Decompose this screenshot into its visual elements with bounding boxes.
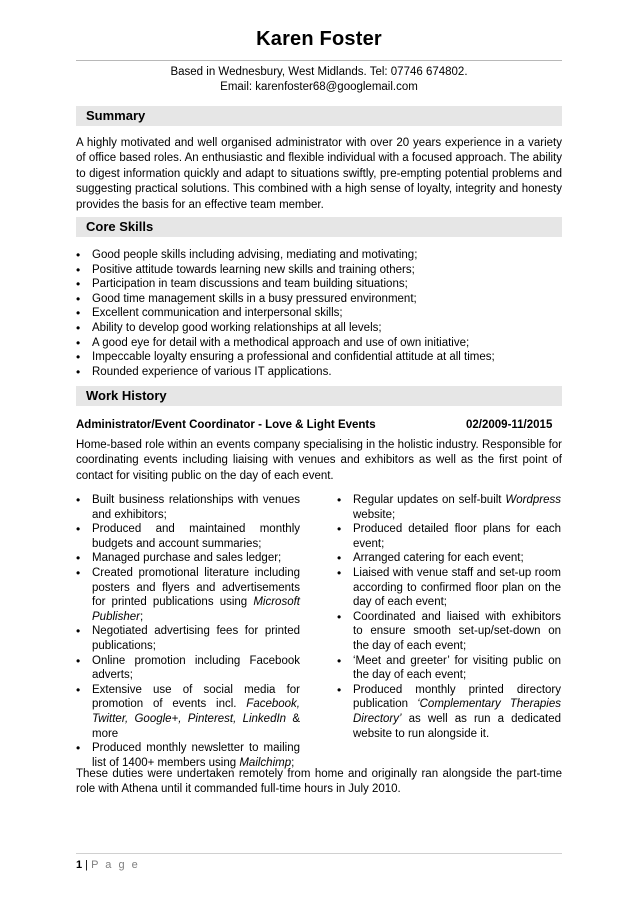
duty-text-tail: as well as run a dedicated website to run alongside it.	[353, 712, 561, 740]
job-closing-note: These duties were undertaken remotely from home and originally ran alongside the part-time role with Athena until it commanded full-time hours in July 2010.	[76, 768, 562, 796]
duty-item: • ‘Meet and greeter’ for visiting public on the day of each event;	[337, 654, 561, 683]
core-skills-heading-bar	[76, 217, 562, 237]
skill-item: • Ability to develop good working relationships at all levels;	[76, 321, 562, 336]
skill-item: • Excellent communication and interpersonal skills;	[76, 306, 562, 321]
job-description: Home-based role within an events company specialising in the holistic industry. Responsible for coordinating events including liaising with venues and exhibitors as well as the first point of contact for visiting public on the day of each event.	[76, 439, 562, 482]
core-skills-list	[76, 248, 562, 379]
page-footer	[76, 859, 140, 871]
duty-text: Created promotional literature including posters and flyers and advertisements for printed publications using	[92, 566, 300, 609]
duty-text: Regular updates on self-built	[353, 494, 506, 506]
page-label: P a g e	[91, 859, 140, 871]
duties-list-right	[337, 493, 561, 741]
candidate-name: Karen Foster	[256, 28, 382, 50]
work-history-heading-bar	[76, 386, 562, 406]
duty-item	[337, 493, 561, 522]
skill-item: • Participation in team discussions and team building situations;	[76, 277, 562, 292]
page-number: 1	[76, 859, 83, 871]
duty-italic-software: Wordpress	[505, 494, 561, 506]
duty-item: • Coordinated and liaised with exhibitors to ensure smooth set-up/set-down on the day of each event;	[337, 610, 561, 654]
duty-item: • Produced and maintained monthly budgets and account summaries;	[76, 522, 300, 551]
summary-heading: Summary	[86, 108, 146, 123]
skill-item: • Positive attitude towards learning new skills and training others;	[76, 263, 562, 278]
summary-text: A highly motivated and well organised administrator with over 20 years experience in a variety of office based roles. An enthusiastic and flexible individual with a focused approach. The ability to digest information quickly and adapt to situations swiftly, pre-empting potential problems and suggesting practical solutions. This combined with a high sense of loyalty, integrity and honesty provides the basis for an effective team member.	[76, 137, 562, 211]
skill-item: • Rounded experience of various IT applications.	[76, 365, 562, 380]
duty-text-tail: & more	[92, 712, 300, 740]
work-history-heading: Work History	[86, 388, 167, 403]
duty-item: • Produced monthly newsletter to mailing list of 1400+ members using Mailchimp;	[76, 741, 300, 770]
duty-item	[337, 683, 561, 741]
duties-list-left	[76, 493, 300, 770]
skill-item: • Impeccable loyalty ensuring a professional and confidential attitude at all times;	[76, 350, 562, 365]
contact-email: Email: karenfoster68@googlemail.com	[220, 81, 418, 93]
footer-separator: |	[82, 859, 92, 871]
duty-text: Produced monthly printed directory publication	[353, 683, 561, 711]
skill-item: • A good eye for detail with a methodical approach and use of own initiative;	[76, 336, 562, 351]
duty-italic-software: Mailchimp	[239, 756, 292, 769]
duty-item: • Managed purchase and sales ledger;	[76, 551, 300, 566]
job-title: Administrator/Event Coordinator - Love & Light Events	[76, 419, 376, 431]
duty-item: • Built business relationships with venues and exhibitors;	[76, 493, 300, 522]
name-divider	[76, 60, 562, 61]
duty-text-tail: website;	[353, 508, 396, 521]
duty-item: • Liaised with venue staff and set-up room according to confirmed floor plan on the day of each event;	[337, 566, 561, 610]
core-skills-heading: Core Skills	[86, 219, 154, 234]
duty-item: • Online promotion including Facebook adverts;	[76, 654, 300, 683]
footer-divider	[76, 853, 562, 854]
duty-item: • Produced detailed floor plans for each event;	[337, 522, 561, 551]
duty-item	[76, 683, 300, 741]
skill-item: • Good time management skills in a busy pressured environment;	[76, 292, 562, 307]
contact-address-phone: Based in Wednesbury, West Midlands. Tel: 07746 674802.	[170, 66, 468, 78]
skill-item: • Good people skills including advising, mediating and motivating;	[76, 248, 562, 263]
duty-item: • Negotiated advertising fees for printed publications;	[76, 624, 300, 653]
duty-italic-social-media: Facebook, Twitter, Google+, Pinterest, LinkedIn	[92, 698, 300, 725]
duty-item: • Created promotional literature including posters and flyers and advertisements for printed publications using Microsoft Publisher;	[76, 566, 300, 624]
duty-italic-publication: ‘Complementary Therapies Directory’	[353, 698, 561, 725]
duty-italic-software: Microsoft Publisher	[92, 596, 300, 623]
duty-text: Produced monthly newsletter to mailing list of 1400+ members using	[92, 742, 300, 769]
summary-heading-bar	[76, 106, 562, 126]
duty-text: Extensive use of social media for promotion of events incl.	[92, 683, 300, 711]
duty-item: • Arranged catering for each event;	[337, 551, 561, 566]
job-dates: 02/2009-11/2015	[466, 419, 553, 431]
